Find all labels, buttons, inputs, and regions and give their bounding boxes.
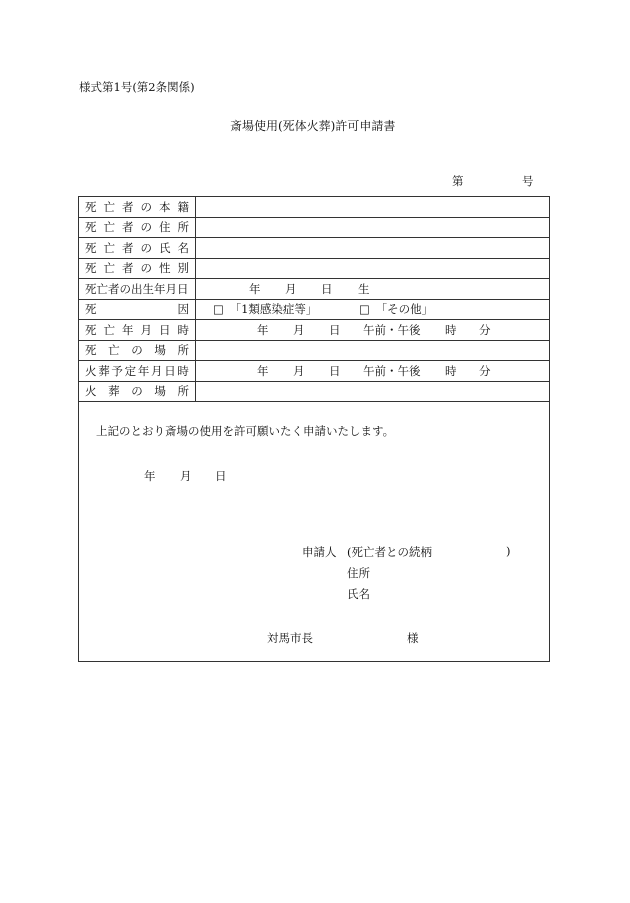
row-deceased-domicile <box>79 197 549 218</box>
row-deceased-birthdate <box>79 279 549 300</box>
row-death-datetime <box>79 320 549 341</box>
birth-year-unit: 年 <box>249 281 261 296</box>
label-cremation-datetime: 火 葬 予 定 年 月 日 時 <box>79 361 196 381</box>
row-death-place <box>79 341 549 362</box>
field-deceased-name[interactable] <box>197 238 549 258</box>
application-form-table <box>78 196 550 662</box>
death-minute-unit: 分 <box>479 322 491 337</box>
label-deceased-sex: 死 亡 者 の 性 別 <box>79 259 196 279</box>
field-cremation-datetime[interactable] <box>197 361 549 381</box>
applicant-label: 申請人 <box>302 545 337 559</box>
cause-option-other[interactable]: □ 「その他」 <box>359 302 434 317</box>
cremation-ampm: 午前・午後 <box>363 363 421 378</box>
row-deceased-sex <box>79 259 549 280</box>
field-cause-of-death <box>197 300 549 320</box>
death-day-unit: 日 <box>329 322 341 337</box>
row-cause-of-death <box>79 300 549 321</box>
row-cremation-place <box>79 382 549 403</box>
death-year-unit: 年 <box>257 322 269 337</box>
addressee-honorific: 様 <box>407 631 419 645</box>
label-deceased-address: 死 亡 者 の 住 所 <box>79 218 196 238</box>
label-cremation-place: 火 葬 の 場 所 <box>79 382 196 402</box>
applicant-relation-open: (死亡者との続柄 <box>347 545 432 559</box>
field-cremation-place[interactable] <box>197 382 549 402</box>
birth-suffix: 生 <box>358 281 370 296</box>
cremation-day-unit: 日 <box>329 363 341 378</box>
field-deceased-address[interactable] <box>197 218 549 238</box>
death-hour-unit: 時 <box>445 322 457 337</box>
application-number-prefix: 第 <box>452 174 464 188</box>
cause-option-class1-infectious[interactable]: □ 「1類感染症等」 <box>213 302 318 317</box>
application-number-suffix: 号 <box>522 174 534 188</box>
birth-day-unit: 日 <box>321 281 333 296</box>
birth-month-unit: 月 <box>285 281 297 296</box>
application-date-day-unit: 日 <box>215 469 227 483</box>
cremation-minute-unit: 分 <box>479 363 491 378</box>
label-deceased-domicile: 死 亡 者 の 本 籍 <box>79 197 196 217</box>
form-number-label: 様式第1号(第2条関係) <box>79 80 195 94</box>
applicant-address-label: 住所 <box>347 566 370 580</box>
application-date-year-unit: 年 <box>144 469 156 483</box>
label-deceased-birthdate: 死亡者の出生年月日 <box>79 279 196 299</box>
label-cause-of-death: 死 因 <box>79 300 196 320</box>
addressee-mayor: 対馬市長 <box>267 631 313 645</box>
cremation-hour-unit: 時 <box>445 363 457 378</box>
field-deceased-sex[interactable] <box>197 259 549 279</box>
cremation-year-unit: 年 <box>257 363 269 378</box>
field-deceased-domicile[interactable] <box>197 197 549 217</box>
application-date-month-unit: 月 <box>180 469 192 483</box>
field-death-datetime[interactable] <box>197 320 549 340</box>
row-deceased-address <box>79 218 549 239</box>
death-ampm: 午前・午後 <box>363 322 421 337</box>
field-death-place[interactable] <box>197 341 549 361</box>
label-death-place: 死 亡 の 場 所 <box>79 341 196 361</box>
applicant-relation-close: ) <box>506 544 511 558</box>
death-month-unit: 月 <box>293 322 305 337</box>
applicant-name-label: 氏名 <box>347 587 370 601</box>
cremation-month-unit: 月 <box>293 363 305 378</box>
application-statement: 上記のとおり斎場の使用を許可願いたく申請いたします。 <box>96 424 395 438</box>
label-deceased-name: 死 亡 者 の 氏 名 <box>79 238 196 258</box>
label-death-datetime: 死 亡 年 月 日 時 <box>79 320 196 340</box>
field-deceased-birthdate[interactable] <box>197 279 549 299</box>
row-deceased-name <box>79 238 549 259</box>
form-title: 斎場使用(死体火葬)許可申請書 <box>230 119 396 133</box>
row-cremation-datetime <box>79 361 549 382</box>
